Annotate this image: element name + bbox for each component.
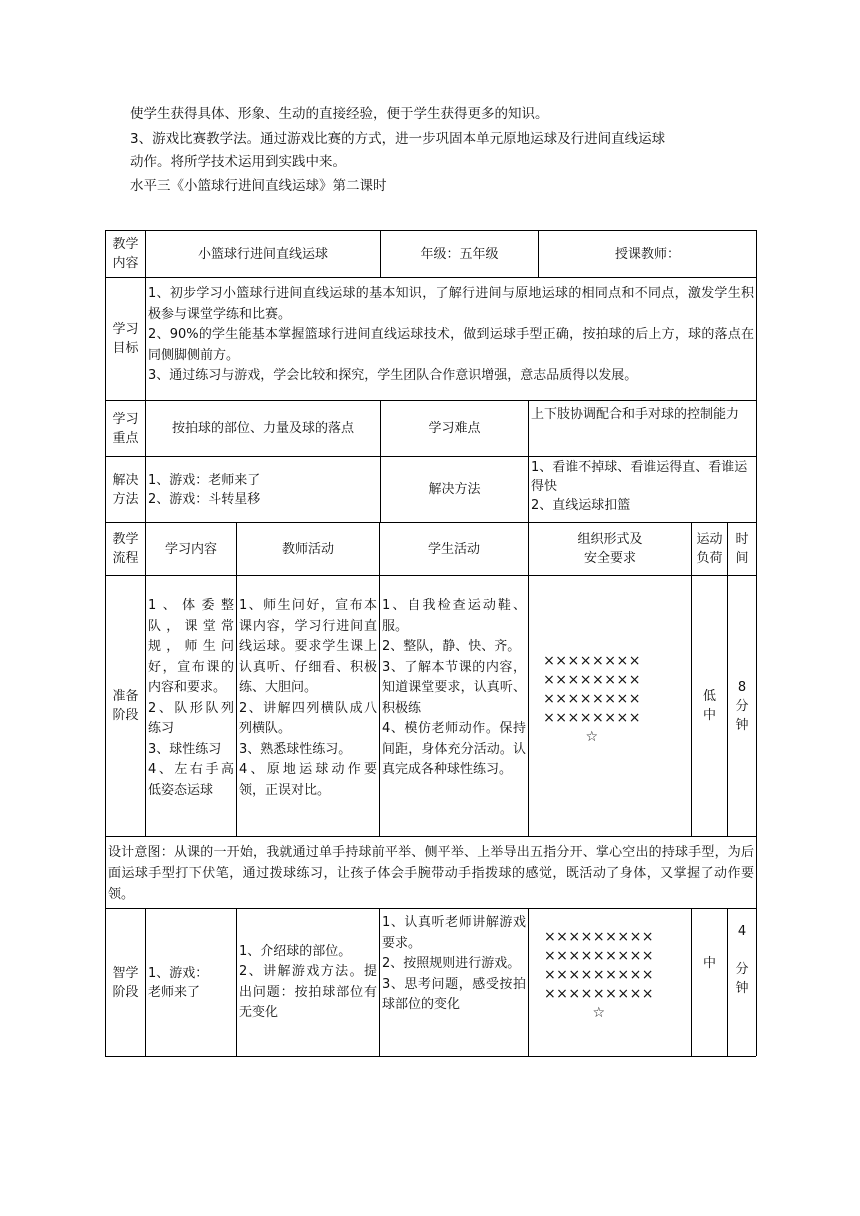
smart-teacher-activity: 1、介绍球的部位。 2、讲解游戏方法。提出问题：按拍球部位有无变化 xyxy=(239,943,377,1020)
teaching-content-value: 小篮球行进间直线运球 xyxy=(197,246,328,262)
header-organization: 组织形式及 安全要求 xyxy=(577,532,643,566)
prep-stage-label: 准备 阶段 xyxy=(112,689,139,723)
solutions-label: 解决 方法 xyxy=(112,472,139,507)
smart-student-activity: 1、认真听老师讲解游戏要求。 2、按照规则进行游戏。 3、思考问题，感受按拍球部位的变化 xyxy=(382,915,526,1012)
header-content: 学习内容 xyxy=(164,541,217,557)
intro-line-1: 使学生获得具体、形象、生动的直接经验，便于学生获得更多的知识。 xyxy=(130,106,549,122)
learning-goals-text: 1、初步学习小篮球行进间直线运球的基本知识，了解行进间与原地运球的相同点和不同点，激发学生积极参与课堂学练和比赛。 2、90%的学生能基本掌握篮球行进间直线运球技术，做到运球手型正确，按拍球的后上方，球的落点在同侧脚侧前方。 3、通过练习与游戏，学会比较和探究，学生团队合作意识增强，意志品质得以发展。 xyxy=(148,286,754,383)
learning-goals-label: 学习 目标 xyxy=(112,322,139,356)
smart-load: 中 xyxy=(702,956,716,971)
teaching-content-label: 教学 内容 xyxy=(112,237,139,271)
teacher-label: 授课教师： xyxy=(614,246,680,262)
lesson-title: 水平三《小篮球行进间直线运球》第二课时 xyxy=(130,178,387,194)
design-intent: 设计意图：从课的一开始，我就通过单手持球前平举、侧平举、上举导出五指分开、掌心空出的持球手型，为后面运球手型打下伏笔，通过拨球练习，让孩子体会手腕带动手指拨球的感觉，既活动了身体，又掌握了动作要领。 xyxy=(108,845,754,902)
grade-label: 年级：五年级 xyxy=(420,246,499,262)
header-teacher: 教师活动 xyxy=(281,541,334,557)
header-time: 时 间 xyxy=(735,532,749,566)
prep-time: 8 分 钟 xyxy=(735,679,749,733)
difficulty-text: 上下肢协调配合和手对球的控制能力 xyxy=(531,407,740,422)
prep-student-activity: 1、自我检查运动鞋、服。 2、整队，静、快、齐。 3、了解本节课的内容，知道课堂要求，认真听、积极练 4、模仿老师动作。保持间距，身体充分活动。认真完成各种球性练习。 xyxy=(382,598,526,777)
smart-formation-diagram: ××××××××× ××××××××× ××××××××× ××××××××× ☆ xyxy=(543,929,655,1021)
smart-time: 4 分 钟 xyxy=(735,924,749,996)
key-points-text: 按拍球的部位、力量及球的落点 xyxy=(171,421,354,436)
intro-line-2: 3、游戏比赛教学法。通过游戏比赛的方式，进一步巩固本单元原地运球及行进间直线运球 xyxy=(130,131,666,147)
prep-teacher-activity: 1、师生问好，宣布本课内容，学习行进间直线运球。要求学生课上认真听、仔细看、积极练、大胆问。 2、讲解四列横队成八列横队。 3、熟悉球性练习。 4、原地运球动作要领，正误对比。 xyxy=(239,598,377,798)
solutions-text: 1、游戏：老师来了 2、游戏：斗转星移 xyxy=(148,472,261,507)
header-student: 学生活动 xyxy=(427,541,480,557)
prep-content: 1、体委整队，课堂常规，师生问好，宣布课的内容和要求。 2、队形队列练习 3、球性练习 4、左右手高低姿态运球 xyxy=(148,598,234,798)
key-points-label: 学习 重点 xyxy=(112,411,139,446)
smart-content: 1、游戏： 老师来了 xyxy=(148,965,209,1000)
header-load: 运动 负荷 xyxy=(696,532,723,566)
header-flow: 教学 流程 xyxy=(112,532,139,566)
smart-stage-label: 智学 阶段 xyxy=(112,965,139,1000)
prep-load: 低 中 xyxy=(702,689,716,723)
method-text: 1、看谁不掉球、看谁运得直、看谁运得快 2、直线运球扣篮 xyxy=(531,460,748,513)
method-label: 解决方法 xyxy=(428,482,481,497)
prep-formation-diagram: ×××××××× ×××××××× ×××××××× ×××××××× ☆ xyxy=(543,653,641,745)
difficulty-label: 学习难点 xyxy=(428,421,481,436)
intro-line-3: 动作。将所学技术运用到实践中来。 xyxy=(130,154,346,170)
